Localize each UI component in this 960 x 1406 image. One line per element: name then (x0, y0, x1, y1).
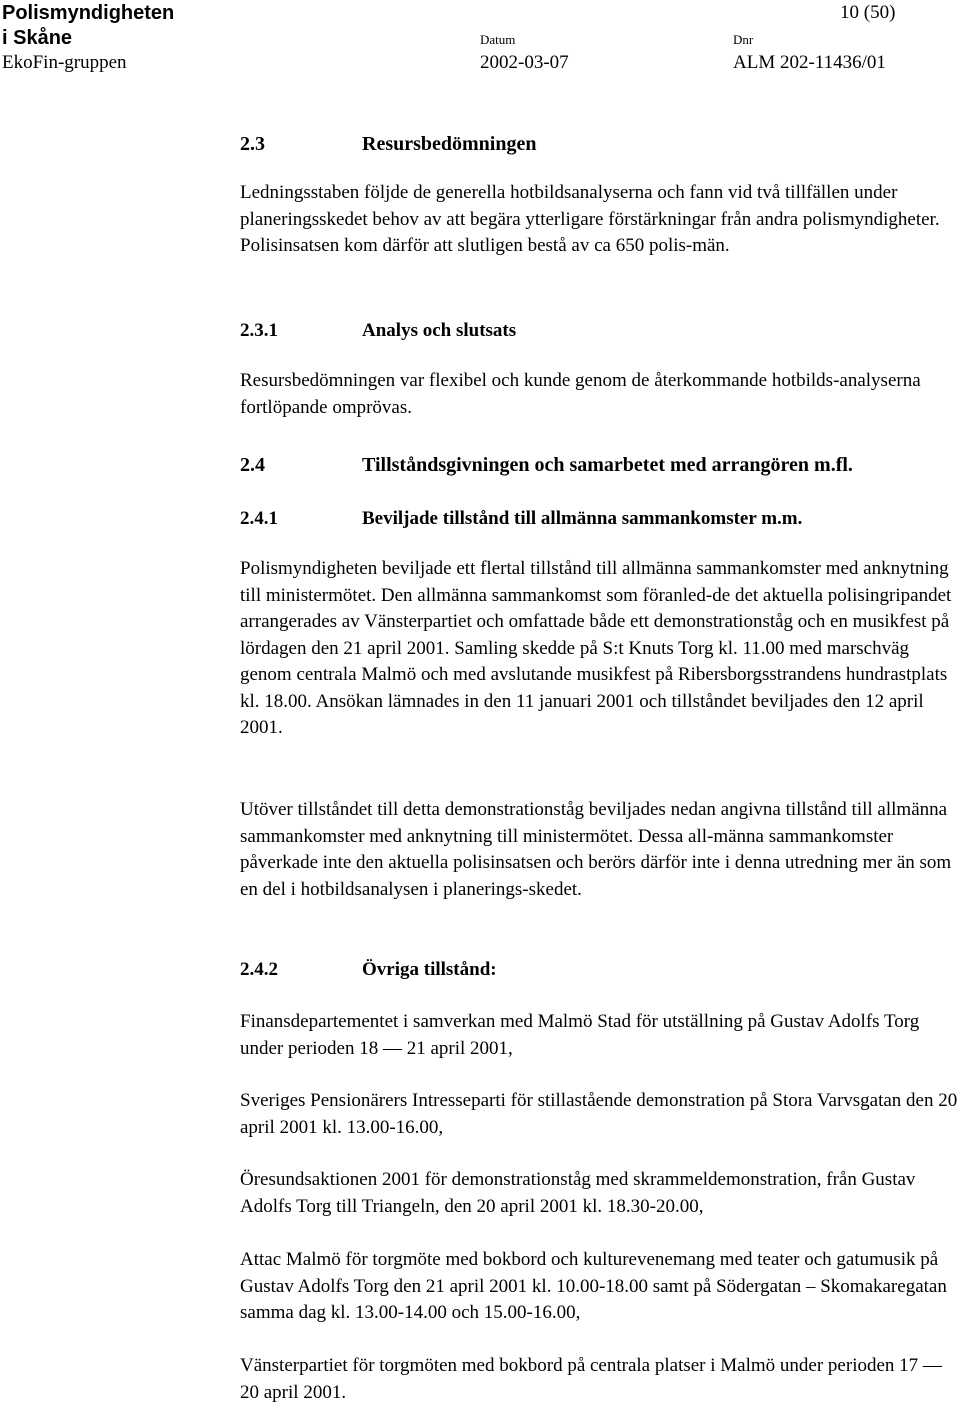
date-value: 2002-03-07 (480, 52, 569, 73)
section-2-4-2-title: Övriga tillstånd: (362, 959, 497, 980)
dnr-label: Dnr (733, 32, 754, 47)
section-2-4-1-number: 2.4.1 (240, 508, 278, 529)
permit-item: Sveriges Pensionärers Intresseparti för stillastående demonstration på Stora Varvsgatan den 20 april 2001 kl. 13.00-16.00, (240, 1090, 958, 1138)
section-2-3-title: Resursbedömningen (362, 133, 537, 155)
section-2-3-number: 2.3 (240, 133, 265, 155)
permit-item: Vänsterpartiet för torgmöten med bokbord på centrala platser i Malmö under perioden 17 — 20 april 2001. (240, 1355, 942, 1403)
section-2-3-body: Ledningsstaben följde de generella hotbildsanalyserna och fann vid två tillfällen under planeringsskedet behov av att begära ytterligare förstärkningar från andra polismyndigheter. Polisinsatsen kom därför att slutligen bestå av ca 650 polis-män. (240, 182, 940, 256)
section-2-4-title: Tillståndsgivningen och samarbetet med arrangören m.fl. (362, 454, 853, 476)
section-2-3-1-body: Resursbedömningen var flexibel och kunde genom de återkommande hotbilds-analyserna fortlöpande omprövas. (240, 370, 921, 418)
section-2-3-1-title: Analys och slutsats (362, 320, 517, 341)
section-2-4-2-number: 2.4.2 (240, 959, 278, 980)
org-name-line1: Polismyndigheten (2, 2, 175, 24)
org-department: EkoFin-gruppen (2, 52, 127, 73)
permit-item: Öresundsaktionen 2001 för demonstrationståg med skrammeldemonstration, från Gustav Adolfs Torg till Triangeln, den 20 april 2001 kl. 18.30-20.00, (240, 1169, 916, 1217)
section-2-4-1-title: Beviljade tillstånd till allmänna sammankomster m.m. (362, 508, 803, 529)
org-name-line2: i Skåne (2, 27, 73, 49)
section-2-3-1-number: 2.3.1 (240, 320, 278, 341)
permit-item: Attac Malmö för torgmöte med bokbord och kulturevenemang med teater och gatumusik på Gustav Adolfs Torg den 21 april 2001 kl. 10.00-18.00 samt på Södergatan – Skomakaregatan samma dag kl. 13.00-14.00 och 15.00-16.00, (240, 1249, 947, 1323)
date-label: Datum (480, 32, 516, 47)
dnr-value: ALM 202-11436/01 (733, 52, 886, 73)
permit-item: Finansdepartementet i samverkan med Malmö Stad för utställning på Gustav Adolfs Torg under perioden 18 — 21 april 2001, (240, 1011, 920, 1059)
section-2-4-1-body-2: Utöver tillståndet till detta demonstrationståg beviljades nedan angivna tillstånd till allmänna sammankomster med anknytning till ministermötet. Dessa all-männa sammankomster påverkade inte den aktuella polisinsatsen och berörs därför inte i denna utredning mer än som en del i hotbildsanalysen i planerings-skedet. (240, 799, 952, 900)
section-2-4-number: 2.4 (240, 454, 265, 476)
page-number: 10 (50) (840, 2, 896, 23)
section-2-4-1-body-1: Polismyndigheten beviljade ett flertal tillstånd till allmänna sammankomster med anknytning till ministermötet. Den allmänna sammankomst som föranled-de det aktuella polisingripandet arrangerades av Vänsterpartiet och omfattade både ett demonstrationståg och en musikfest på lördagen den 21 april 2001. Samling skedde på S:t Knuts Torg kl. 11.00 med marschväg genom centrala Malmö och med avslutande musikfest på Ribersborgsstrandens hundrastplats kl. 18.00. Ansökan lämnades in den 11 januari 2001 och tillståndet beviljades den 12 april 2001. (240, 558, 952, 738)
